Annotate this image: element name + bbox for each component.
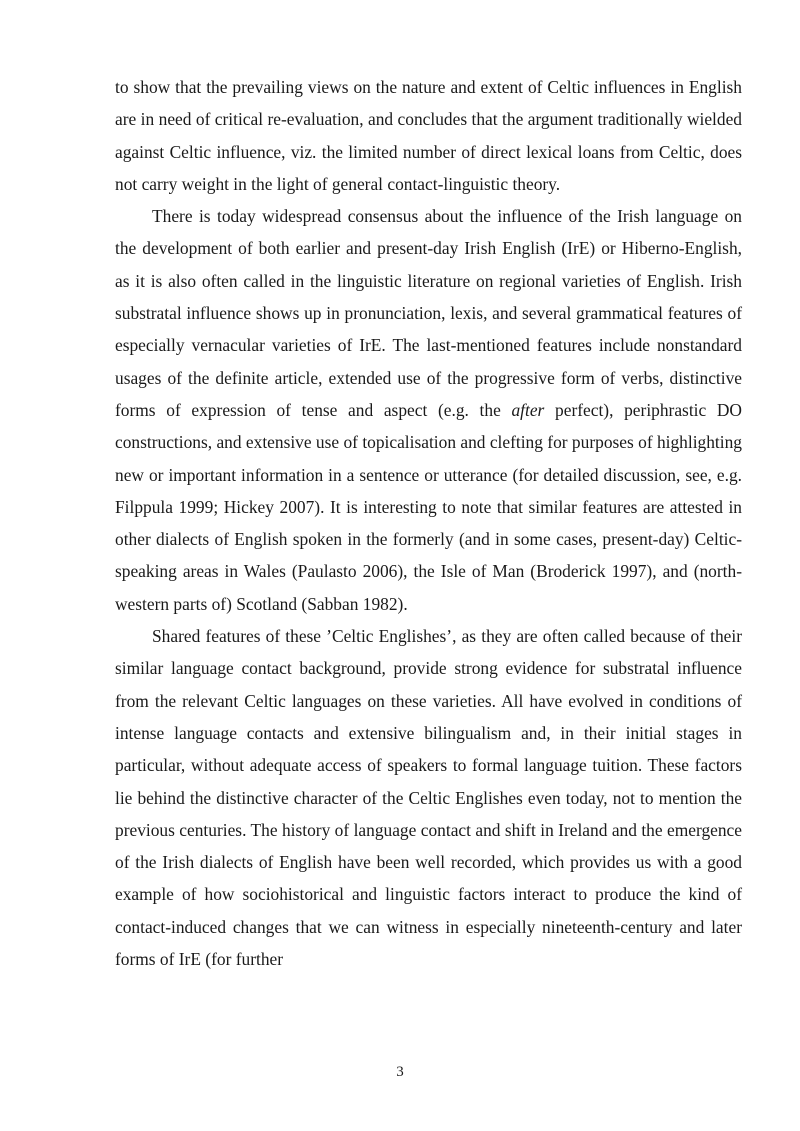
- italic-term-after: after: [511, 399, 545, 420]
- document-page: [115, 71, 742, 975]
- paragraph-2: [115, 200, 742, 620]
- paragraph-2-text-end: perfect), periphrastic DO constructions, and extensive use of topicalisation and clefting for purposes of highlighting new or important information in a sentence or utterance (for detailed discussion, see, e.g. Filppula 1999; Hickey 2007). It is interesting to note that similar features are attested in other dialects of English spoken in the formerly (and in some cases, present-day) Celtic-speaking areas in Wales (Paulasto 2006), the Isle of Man (Broderick 1997), and (north-western parts of) Scotland (Sabban 1982).: [115, 399, 742, 614]
- paragraph-2-text-start: There is today widespread consensus about the influence of the Irish language on the development of both earlier and present-day Irish English (IrE) or Hiberno-English, as it is also often called in the linguistic literature on regional varieties of English. Irish substratal influence shows up in pronunciation, lexis, and several grammatical features of especially vernacular varieties of IrE. The last-mentioned features include nonstandard usages of the definite article, extended use of the progressive form of verbs, distinctive forms of expression of tense and aspect (e.g. the: [115, 206, 742, 420]
- paragraph-3: Shared features of these ’Celtic Englishes’, as they are often called because of their similar language contact background, provide strong evidence for substratal influence from the relevant Celtic languages on these varieties. All have evolved in conditions of intense language contacts and extensive bilingualism and, in their initial stages in particular, without adequate access of speakers to formal language tuition. These factors lie behind the distinctive character of the Celtic Englishes even today, not to mention the previous centuries. The history of language contact and shift in Ireland and the emergence of the Irish dialects of English have been well recorded, which provides us with a good example of how sociohistorical and linguistic factors interact to produce the kind of contact-induced changes that we can witness in especially nineteenth-century and later forms of IrE (for further: [115, 626, 742, 970]
- page-number: 3: [396, 1064, 404, 1080]
- paragraph-1: to show that the prevailing views on the nature and extent of Celtic influences in English are in need of critical re-evaluation, and concludes that the argument traditionally wielded against Celtic influence, viz. the limited number of direct lexical loans from Celtic, does not carry weight in the light of general contact-linguistic theory.: [115, 77, 742, 194]
